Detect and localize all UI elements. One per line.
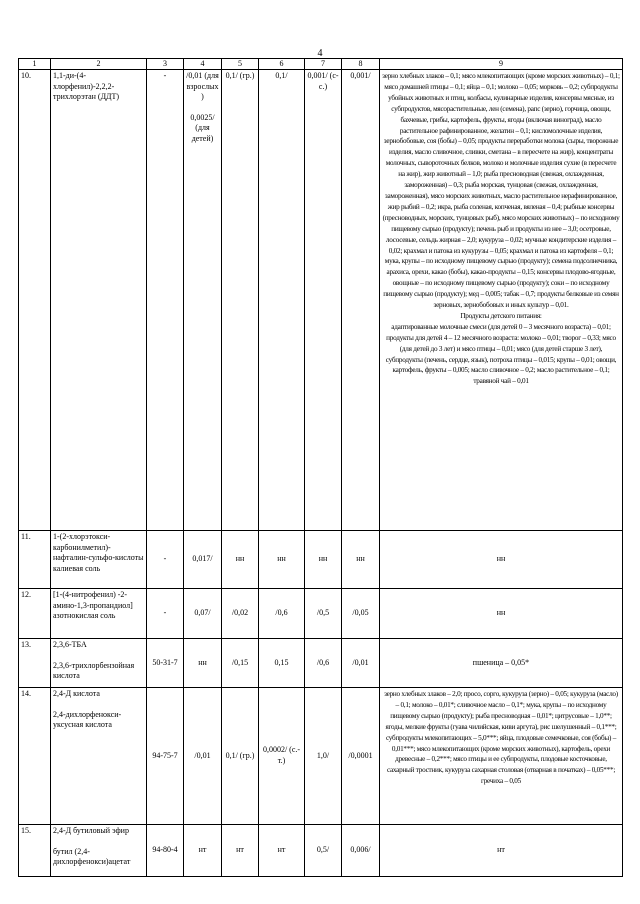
row-number: 11. [19,531,51,589]
norm-col4: 0,017/ [184,531,222,589]
norm-col5: нн [222,531,259,589]
cas-number: 94-80-4 [147,825,184,877]
norm-col6: нн [259,531,305,589]
column-header: 3 [147,59,184,70]
norm-col7: 0,001/ (с-с.) [305,70,342,531]
substance-short-name: 2,4-Д кислота [53,689,100,698]
substance-name: 1-(2-хлорэтокси-карбонилметил)-нафталин-сульфо-кислоты калиевая соль [51,531,147,589]
substance-chemical-name: 2,3,6-трихлорбензойная кислота [53,660,135,681]
column-header: 7 [305,59,342,70]
norm-col5: нт [222,825,259,877]
norm-col6: 0,15 [259,639,305,688]
norm-col7: нн [305,531,342,589]
cas-number: 50-31-7 [147,639,184,688]
cas-number: 94-75-7 [147,688,184,825]
row-number: 10. [19,70,51,531]
norm-col8: нн [342,531,380,589]
column-header: 6 [259,59,305,70]
column-header: 4 [184,59,222,70]
column-header: 9 [380,59,623,70]
norm-col8: /0,01 [342,639,380,688]
norm-col6: 0,1/ [259,70,305,531]
page-number: 4 [317,48,323,59]
substance-short-name: 2,3,6-ТБА [53,640,87,649]
norm-col4 [184,70,222,531]
residue-limits [380,70,623,531]
norm-col4-children: 0,0025/ (для детей) [190,112,215,143]
norm-col5: /0,02 [222,589,259,639]
substance-chemical-name: 2,4-дихлорфенокси-уксусная кислота [53,709,122,730]
norm-col6: /0,6 [259,589,305,639]
substance-name: [1-(4-нитрофенил) -2-амино-1,3-пропандиол] азотнокислая соль [51,589,147,639]
norm-col8: 0,006/ [342,825,380,877]
substance-name [51,639,147,688]
norm-col8: /0,05 [342,589,380,639]
cas-number: - [147,589,184,639]
table-row [19,639,623,688]
substance-chemical-name: бутил (2,4-дихлорфенокси)ацетат [53,846,131,867]
norm-col4: 0,07/ [184,589,222,639]
substance-name: 1,1-ди-(4-хлорфенил)-2,2,2-трихлорэтан (ДДТ) [51,70,147,531]
norm-col5: 0,1/ (гр.) [222,70,259,531]
norm-col4: нт [184,825,222,877]
norm-col8: /0,0001 [342,688,380,825]
row-number: 12. [19,589,51,639]
norm-col4: /0,01 [184,688,222,825]
hygiene-standards-table [18,58,623,877]
cas-number: - [147,70,184,531]
child-food-title: Продукты детского питания: [460,311,542,320]
residue-limits-child: адаптированные молочные смеси (для детей 0 – 3 месячного возраста) – 0,01; продукты для детей 4 – 12 месячного возраста: молоко – 0,01; творог – 0,33; мясо (для детей до 3 лет) и мясо птицы – 0,01; мясо (для детей старше 3 лет), субпродукты (печень, сердце, язык), потроха птицы – 0,015; крупы – 0,01; овощи, картофель, фрукты – 0,005; масло сливочное – 0,2; масло растительное – 0,1; травяной чай – 0,01 [385,322,617,386]
header-row [19,59,623,70]
norm-col4: нн [184,639,222,688]
cas-number: - [147,531,184,589]
norm-col4-adults: /0,01 (для взрослых) [186,71,219,102]
norm-col6: 0,0002/ (с.-т.) [259,688,305,825]
row-number: 15. [19,825,51,877]
residue-limits: нт [380,825,623,877]
table-row [19,589,623,639]
norm-col8: 0,001/ [342,70,380,531]
table-row [19,70,623,531]
column-header: 1 [19,59,51,70]
residue-limits: пшеница – 0,05* [380,639,623,688]
row-number: 13. [19,639,51,688]
norm-col6: нт [259,825,305,877]
substance-short-name: 2,4-Д бутиловый эфир [53,826,129,835]
residue-limits: зерно хлебных злаков – 2,0; просо, сорго, кукуруза (зерно) – 0,05; кукуруза (масло) – 0,1; молоко – 0,01*; сливочное масло – 0,1*; мука, крупы – по исходному пищевому сырью (продукту); рыба пресноводная – 0,01*; цитрусовые – 1,0**; ягоды, мелкие фрукты (гуава чилийская, киви аргута), рис шелушенный – 0,1***; субпродукты млекопитающих – 5,0***; яйца, плодовые семечковые, соя (бобы) – 0,01***; мясо млекопитающих (кроме морских животных), картофель, орехи древесные – 0,2***; мясо птицы и ее субпродукты, плодовые косточковые, сахарный тростник, кукуруза сахарная столовая (отварная в початках) – 0,05***; гречиха – 0,05 [380,688,623,825]
substance-name [51,688,147,825]
column-header: 8 [342,59,380,70]
residue-limits: нн [380,531,623,589]
table-row [19,531,623,589]
norm-col5: /0,15 [222,639,259,688]
row-number: 14. [19,688,51,825]
substance-name [51,825,147,877]
column-header: 2 [51,59,147,70]
residue-limits-main: зерно хлебных злаков – 0,1; мясо млекопитающих (кроме морских животных) – 0,1; мясо домашней птицы – 0,1; яйца – 0,1; молоко – 0,05; морковь – 0,2; субпродукты убойных животных и птиц, колбасы, кулинарные изделия, консервы мясные, из субпродуктов, мясорастительные, лен (семена), рапс (зерно), горчица, овощи, бахчевые, грибы, картофель, фрукты, ягоды (включая виноград), масло растительное рафинированное, желатин – 0,1; кисломолочные изделия, зернобобовые, соя (бобы) – 0,05; продукты переработки молока (сыры, творожные изделия, масло сливочное, сливки, сметана – в пересчете на жир), концентраты молочных, сывороточных белков, молоко и молочные изделия сухие (в пересчете на жир), жир животный – 1,0; рыба пресноводная (свежая, охлажденная, замороженная) – 0,3; рыба морская, тунцовая (свежая, охлажденная, замороженная), мясо морских животных, масло растительное нерафинированное, жир рыбий – 0,2; икра, рыба соленая, копченая, вяленая – 0,4; рыбные консервы (пресноводных, морских, тунцовых рыб), мясо морских животных) – по исходному пищевому сырью (продукту); печень рыб и продукты из нее – 3,0; осетровые, лососевые, сельдь жирная – 2,0; кукуруза – 0,02; мучные кондитерские изделия – 0,02; крахмал и патока из кукурузы – 0,05; крахмал и патока из картофеля – 0,1; мука, крупы – по исходному пищевому сырью (продукту); семена подсолнечника, арахиса, орехи, какао (бобы), какао-продукты – 0,15; консервы плодово-ягодные, овощные – по исходному пищевому сырью (продукту); соки – по исходному пищевому сырью (продукту); мед – 0,005; табак – 0,7; продукты белковые из семян зерновых, зернобобовых и иных культур – 0,01. [382,72,620,310]
residue-limits: нн [380,589,623,639]
norm-col7: 0,5/ [305,825,342,877]
column-header: 5 [222,59,259,70]
norm-col7: /0,5 [305,589,342,639]
norm-col7: 1,0/ [305,688,342,825]
table-row [19,825,623,877]
norm-col7: /0,6 [305,639,342,688]
table-row [19,688,623,825]
norm-col5: 0,1/ (гр.) [222,688,259,825]
